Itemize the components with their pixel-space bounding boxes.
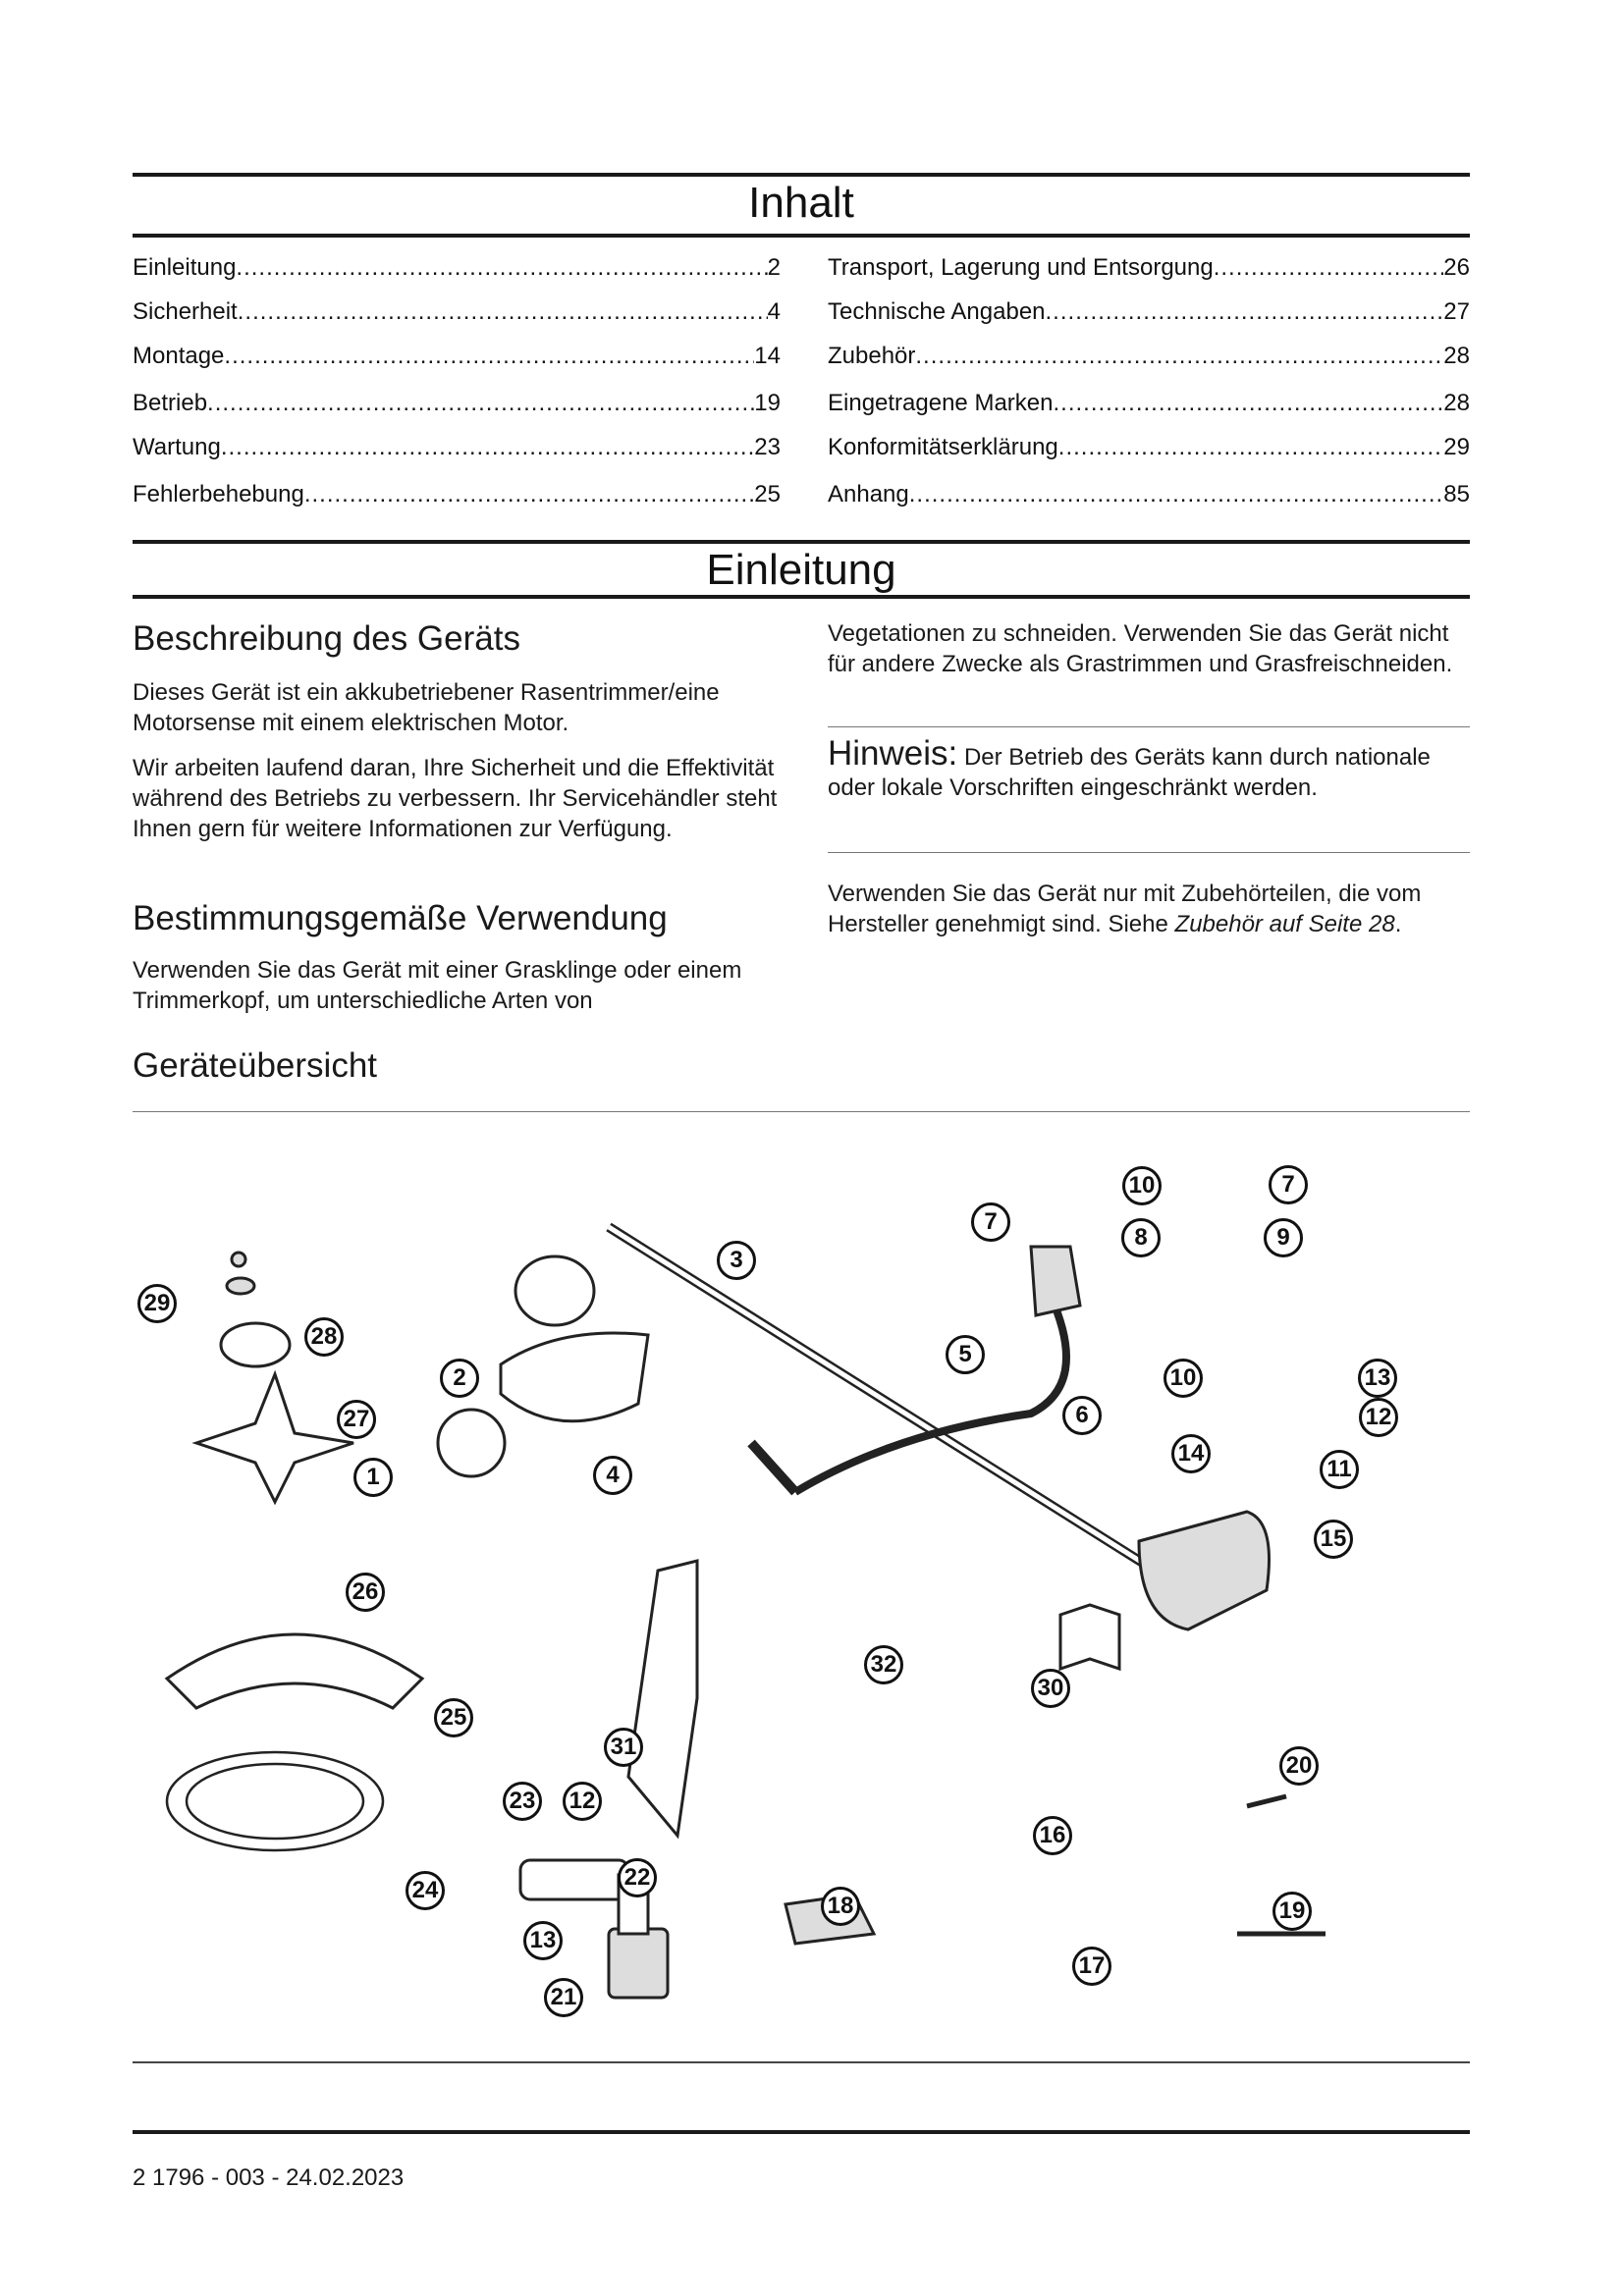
handlebar: [795, 1296, 1066, 1492]
callout-16: 16: [1033, 1816, 1072, 1855]
callout-18: 18: [821, 1887, 860, 1926]
toc-entry[interactable]: Transport, Lagerung und Entsorgung ..... 26: [828, 253, 1470, 283]
callout-29: 29: [137, 1284, 177, 1323]
intended-use-text-cont: Vegetationen zu schneiden. Verwenden Sie das Gerät nicht für andere Zwecke als Grastrimmen und Grasfreischneiden.: [828, 620, 1453, 677]
description-text: Dieses Gerät ist ein akkubetriebener Rasentrimmer/eine Motorsense mit einem elektrischen Motor.: [133, 679, 720, 736]
callout-9: 9: [1264, 1218, 1303, 1257]
battery: [609, 1929, 668, 1998]
top-rule: [133, 173, 1470, 177]
intended-use-text: Verwenden Sie das Gerät mit einer Grasklinge oder einem Trimmerkopf, um unterschiedliche Arten von: [133, 957, 742, 1014]
callout-31: 31: [604, 1728, 643, 1767]
callout-7: 7: [1269, 1165, 1308, 1204]
note-box: [828, 734, 1470, 803]
toc-entry[interactable]: Konformitätserklärung ..... 29: [828, 433, 1470, 462]
motor-housing: [1139, 1512, 1270, 1629]
callout-25: 25: [434, 1698, 473, 1737]
description-text: Wir arbeiten laufend daran, Ihre Sicherheit und die Effektivität während des Betriebs zu verbessern. Ihr Servicehändler steht Ihnen gern für weitere Informationen zur Verfügung.: [133, 755, 778, 842]
support-cup: [221, 1323, 290, 1366]
callout-10: 10: [1122, 1166, 1162, 1205]
callout-5: 5: [946, 1335, 985, 1374]
hex-key: [1247, 1796, 1286, 1806]
callout-12: 12: [1359, 1398, 1398, 1437]
callout-19: 19: [1272, 1892, 1312, 1931]
document-id: 2 1796 - 003 - 24.02.2023: [133, 2164, 405, 2191]
section-title: Einleitung: [706, 546, 896, 594]
callout-23: 23: [503, 1782, 542, 1821]
footer-rule: [133, 2130, 1470, 2134]
footer-rule-top: [133, 2061, 1470, 2063]
callout-32: 32: [864, 1645, 903, 1684]
callout-27: 27: [337, 1400, 376, 1439]
callout-17: 17: [1072, 1947, 1111, 1986]
callout-10: 10: [1164, 1359, 1203, 1398]
callout-20: 20: [1279, 1746, 1319, 1786]
toc-entry[interactable]: Wartung ..... 23: [133, 433, 781, 462]
harness: [628, 1561, 697, 1836]
accessories-link[interactable]: Zubehör auf Seite 28: [1174, 911, 1395, 937]
handle-grip: [1031, 1247, 1080, 1315]
callout-13: 13: [523, 1921, 563, 1960]
grass-blade: [196, 1374, 353, 1502]
toc-entry[interactable]: Sicherheit ..... 4: [133, 297, 781, 327]
nut: [232, 1253, 245, 1266]
note-rule: [828, 726, 1470, 727]
callout-7: 7: [971, 1202, 1010, 1242]
cutting-head: [515, 1256, 594, 1325]
toc-entry[interactable]: Betrieb ..... 19: [133, 389, 781, 418]
callout-28: 28: [304, 1317, 344, 1357]
intended-use-heading: Bestimmungsgemäße Verwendung: [133, 899, 668, 937]
accessories-text: Verwenden Sie das Gerät nur mit Zubehörteilen, die vom Hersteller genehmigt sind. Siehe Zubehör auf Seite 28.: [828, 881, 1422, 937]
callout-26: 26: [346, 1573, 385, 1612]
description-heading: Beschreibung des Geräts: [133, 619, 520, 658]
callout-6: 6: [1062, 1396, 1102, 1435]
toc-entry[interactable]: Technische Angaben ..... 27: [828, 297, 1470, 327]
callout-24: 24: [406, 1871, 445, 1910]
callout-3: 3: [717, 1241, 756, 1280]
guard: [501, 1333, 648, 1421]
contents-title: Inhalt: [748, 179, 854, 227]
callout-4: 4: [593, 1456, 632, 1495]
washer: [227, 1278, 254, 1294]
callout-14: 14: [1171, 1434, 1211, 1473]
overview-rule: [133, 1111, 1470, 1112]
callout-12: 12: [563, 1782, 602, 1821]
callout-11: 11: [1320, 1450, 1359, 1489]
callout-1: 1: [353, 1458, 393, 1497]
toc-entry[interactable]: Eingetragene Marken ..... 28: [828, 389, 1470, 418]
contents-rule: [133, 234, 1470, 238]
callout-15: 15: [1314, 1520, 1353, 1559]
note-rule: [828, 852, 1470, 853]
toc-entry[interactable]: Fehlerbehebung ..... 25: [133, 480, 781, 509]
note-label: Hinweis:: [828, 734, 958, 773]
callout-21: 21: [544, 1978, 583, 2017]
section-rule: [133, 595, 1470, 599]
callout-8: 8: [1121, 1218, 1161, 1257]
toc-entry[interactable]: Einleitung ..... 2: [133, 253, 781, 283]
trimmer-head: [438, 1410, 505, 1476]
callout-22: 22: [618, 1858, 657, 1897]
overview-heading: Geräteübersicht: [133, 1046, 378, 1085]
manual-book: [1060, 1605, 1119, 1669]
battery-display: [520, 1860, 628, 1899]
callout-2: 2: [440, 1359, 479, 1398]
note-text: Der Betrieb des Geräts kann durch nationale oder lokale Vorschriften eingeschränkt werden.: [828, 744, 1431, 801]
callout-13: 13: [1358, 1359, 1397, 1398]
section-rule: [133, 540, 1470, 544]
blade-guard: [167, 1634, 422, 1708]
toc-entry[interactable]: Montage ..... 14: [133, 342, 781, 371]
toc-entry[interactable]: Zubehör ..... 28: [828, 342, 1470, 371]
callout-30: 30: [1031, 1669, 1070, 1708]
toc-entry[interactable]: Anhang ..... 85: [828, 480, 1470, 509]
